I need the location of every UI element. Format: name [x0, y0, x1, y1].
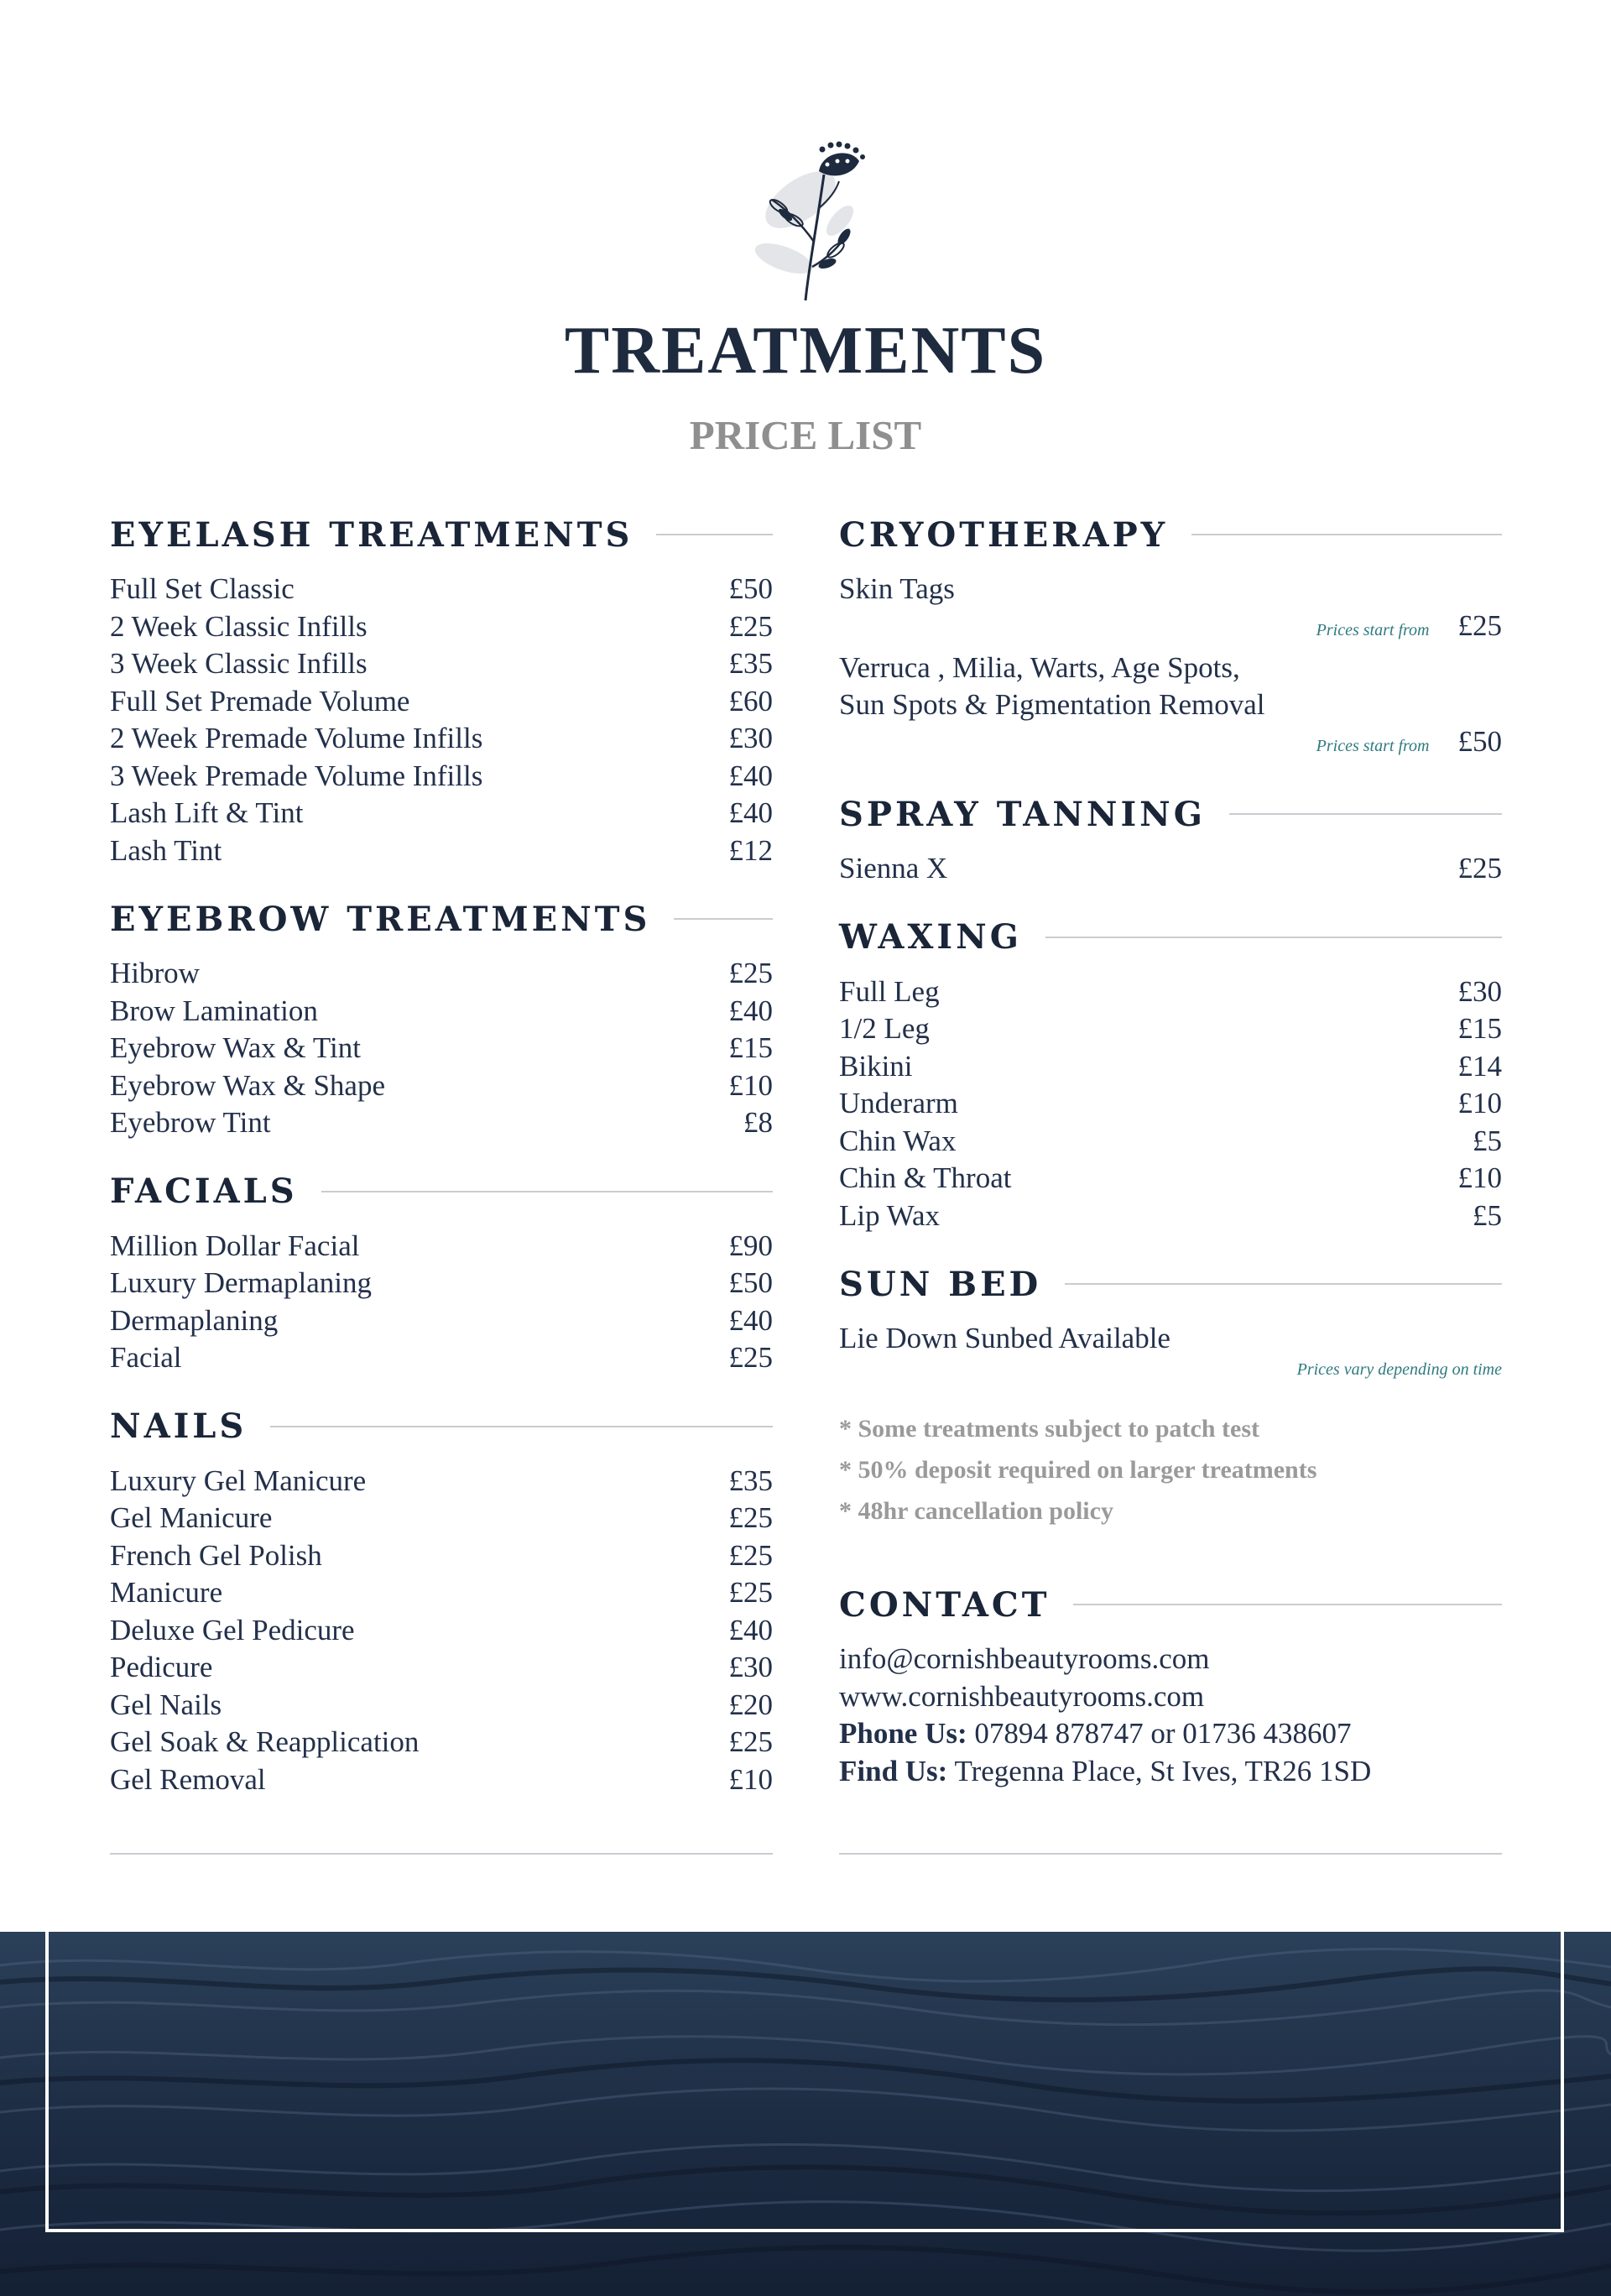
heading-rule	[674, 918, 773, 920]
contact-website[interactable]: www.cornishbeautyrooms.com	[839, 1679, 1205, 1713]
price-row	[110, 1463, 773, 1500]
item-name: 1/2 Leg	[839, 1012, 930, 1045]
item-name: Hibrow	[110, 957, 200, 989]
section-heading	[110, 1406, 773, 1448]
price-row	[110, 608, 773, 646]
item-price: £25	[728, 1576, 773, 1609]
section-heading	[110, 1171, 773, 1213]
item-price: £40	[728, 994, 773, 1027]
heading-text: EYELASH TREATMENTS	[110, 514, 633, 555]
page-subtitle: PRICE LIST	[689, 412, 922, 458]
eyebrow-section	[110, 898, 773, 1142]
heading-rule	[321, 1191, 773, 1192]
item-name: Dermaplaning	[110, 1303, 279, 1337]
heading-rule	[656, 534, 773, 535]
contact-address	[839, 1753, 1502, 1791]
heading-rule	[1065, 1283, 1502, 1285]
price-row	[110, 683, 773, 721]
section-heading	[839, 793, 1502, 835]
item-name: 2 Week Premade Volume Infills	[110, 722, 483, 754]
price-row	[110, 1687, 773, 1725]
sea-frame-border	[45, 1932, 1564, 2232]
item-name: 3 Week Classic Infills	[110, 647, 368, 680]
item-price: £20	[728, 1688, 773, 1721]
heading-rule	[270, 1426, 773, 1427]
item-price: £10	[1457, 1087, 1502, 1119]
heading-text: WAXING	[839, 917, 1022, 957]
heading-text: FACIALS	[110, 1171, 298, 1211]
price-row	[110, 1265, 773, 1302]
item-price: £10	[728, 1762, 773, 1796]
price-row	[110, 955, 773, 993]
price-row	[110, 1574, 773, 1612]
address-label: Find Us:	[839, 1754, 948, 1787]
item-price: £5	[1473, 1198, 1502, 1232]
item-price: £35	[728, 647, 773, 680]
item-price: £40	[728, 1613, 773, 1646]
item-name: Underarm	[839, 1087, 958, 1119]
price-note: Prices vary depending on time	[1296, 1360, 1502, 1379]
cryotherapy-section	[839, 514, 1502, 764]
section-heading	[839, 514, 1502, 556]
price-row	[110, 720, 773, 758]
price-row	[110, 1067, 773, 1105]
botanical-sprig-icon	[735, 141, 878, 309]
item-price: £50	[728, 572, 773, 605]
item-name: Brow Lamination	[110, 994, 318, 1027]
contact-email[interactable]: info@cornishbeautyrooms.com	[839, 1642, 1210, 1675]
item-name: Full Set Classic	[110, 572, 295, 605]
price-row	[110, 1724, 773, 1761]
item-price: £15	[728, 1031, 773, 1064]
item-name: Million Dollar Facial	[110, 1229, 360, 1262]
price-row	[839, 1085, 1502, 1123]
item-name: Lie Down Sunbed Available	[839, 1322, 1170, 1354]
phone-value[interactable]: 07894 878747 or 01736 438607	[974, 1717, 1352, 1750]
page-title: TREATMENTS	[564, 314, 1047, 388]
item-price: £40	[728, 1303, 773, 1337]
heading-rule	[1073, 1604, 1502, 1605]
bottom-rule-left	[110, 1853, 773, 1855]
section-heading	[839, 1263, 1502, 1305]
footnote: * Some treatments subject to patch test	[839, 1415, 1260, 1443]
price-row	[110, 1537, 773, 1575]
item-price: £60	[728, 684, 773, 718]
left-column	[110, 514, 773, 1827]
price-row	[839, 1048, 1502, 1086]
phone-label: Phone Us:	[839, 1717, 967, 1750]
price-row	[110, 1302, 773, 1340]
heading-text: NAILS	[110, 1406, 248, 1446]
spray-tanning-section	[839, 793, 1502, 888]
item-price: £15	[1457, 1012, 1502, 1045]
item-name: Chin & Throat	[839, 1161, 1012, 1194]
nails-section	[110, 1406, 773, 1799]
item-name: Eyebrow Wax & Tint	[110, 1031, 361, 1064]
item-name: Gel Soak & Reapplication	[110, 1725, 420, 1758]
price-row	[110, 645, 773, 683]
item-name: Luxury Gel Manicure	[110, 1464, 367, 1497]
item-name: Bikini	[839, 1049, 913, 1083]
item-name: Full Set Premade Volume	[110, 684, 410, 718]
item-name: Sun Spots & Pigmentation Removal	[839, 687, 1265, 721]
heading-rule	[1229, 813, 1502, 815]
item-price: £25	[728, 1538, 773, 1572]
item-name: Skin Tags	[839, 572, 955, 605]
item-price: £30	[728, 722, 773, 754]
heading-text: EYEBROW TREATMENTS	[110, 899, 651, 939]
section-heading	[110, 898, 773, 940]
heading-rule	[1045, 937, 1502, 938]
item-price: £35	[728, 1464, 773, 1497]
item-name: Eyebrow Tint	[110, 1106, 271, 1139]
heading-text: CRYOTHERAPY	[839, 514, 1169, 555]
price-row	[110, 1500, 773, 1537]
price-row	[110, 571, 773, 608]
section-heading	[839, 916, 1502, 958]
price-row	[110, 832, 773, 870]
item-price: £10	[728, 1068, 773, 1102]
footnote: * 48hr cancellation policy	[839, 1497, 1113, 1525]
item-name: Verruca , Milia, Warts, Age Spots,	[839, 650, 1240, 684]
price-row	[839, 973, 1502, 1011]
sun-bed-section	[839, 1263, 1502, 1380]
item-price: £25	[1457, 609, 1502, 642]
item-name: Manicure	[110, 1576, 223, 1609]
item-price: £50	[728, 1266, 773, 1299]
bottom-rule-right	[839, 1853, 1502, 1855]
item-name: Lip Wax	[839, 1198, 940, 1232]
price-row	[110, 1030, 773, 1067]
price-note-row	[839, 1360, 1502, 1380]
right-column	[839, 514, 1502, 1819]
item-price: £30	[728, 1651, 773, 1683]
item-name: Full Leg	[839, 974, 940, 1008]
item-name: Luxury Dermaplaning	[110, 1266, 372, 1299]
item-price: £30	[1457, 974, 1502, 1008]
price-row	[110, 1612, 773, 1650]
item-price: £25	[728, 1725, 773, 1758]
item-price: £12	[728, 833, 773, 867]
waxing-section	[839, 916, 1502, 1235]
price-row	[110, 993, 773, 1031]
section-heading	[110, 514, 773, 556]
contact-phone	[839, 1715, 1502, 1753]
price-row	[110, 1228, 773, 1265]
footnotes	[839, 1408, 1502, 1532]
eyelash-section	[110, 514, 773, 869]
item-name: Chin Wax	[839, 1124, 957, 1157]
item-name: Lash Lift & Tint	[110, 796, 304, 829]
item-name: Lash Tint	[110, 833, 222, 867]
facials-section	[110, 1171, 773, 1377]
item-price: £10	[1457, 1161, 1502, 1194]
item-name: 2 Week Classic Infills	[110, 609, 368, 643]
item-price: £50	[1457, 724, 1502, 758]
item-name: Facial	[110, 1341, 182, 1374]
price-row	[839, 723, 1502, 765]
item-name: Pedicure	[110, 1651, 213, 1683]
price-row	[839, 1198, 1502, 1235]
price-row	[839, 608, 1502, 650]
price-row	[110, 1104, 773, 1142]
item-price: £40	[728, 759, 773, 792]
address-value: Tregenna Place, St Ives, TR26 1SD	[954, 1754, 1372, 1787]
price-row	[839, 1160, 1502, 1198]
price-row	[839, 1123, 1502, 1161]
price-row	[110, 795, 773, 832]
item-price: £90	[728, 1229, 773, 1262]
item-price: £25	[728, 1501, 773, 1534]
price-row	[839, 850, 1502, 888]
item-name: Gel Removal	[110, 1762, 266, 1796]
heading-text: SUN BED	[839, 1264, 1042, 1304]
item-name: French Gel Polish	[110, 1538, 322, 1572]
section-heading	[839, 1584, 1502, 1625]
item-price: £25	[728, 1341, 773, 1374]
item-name: 3 Week Premade Volume Infills	[110, 759, 483, 792]
price-note: Prices start from	[1316, 736, 1430, 755]
price-row	[839, 1010, 1502, 1048]
item-name: Gel Manicure	[110, 1501, 273, 1534]
price-row	[110, 1649, 773, 1687]
footnote: * 50% deposit required on larger treatments	[839, 1456, 1317, 1484]
heading-text: SPRAY TANNING	[839, 794, 1206, 834]
price-row	[110, 1761, 773, 1799]
price-row	[110, 1339, 773, 1377]
heading-text: CONTACT	[839, 1584, 1051, 1625]
item-price: £40	[728, 796, 773, 829]
item-name: Eyebrow Wax & Shape	[110, 1068, 385, 1102]
item-name: Deluxe Gel Pedicure	[110, 1613, 355, 1646]
item-name: Gel Nails	[110, 1688, 222, 1721]
item-price: £5	[1473, 1124, 1502, 1157]
item-name: Sienna X	[839, 852, 948, 884]
item-price: £25	[1457, 852, 1502, 884]
item-price: £25	[728, 957, 773, 989]
heading-rule	[1191, 534, 1502, 535]
price-row	[110, 758, 773, 796]
price-note: Prices start from	[1316, 621, 1430, 639]
item-price: £14	[1457, 1049, 1502, 1083]
item-price: £25	[728, 609, 773, 643]
item-price: £8	[743, 1106, 773, 1139]
contact-section	[839, 1584, 1502, 1790]
